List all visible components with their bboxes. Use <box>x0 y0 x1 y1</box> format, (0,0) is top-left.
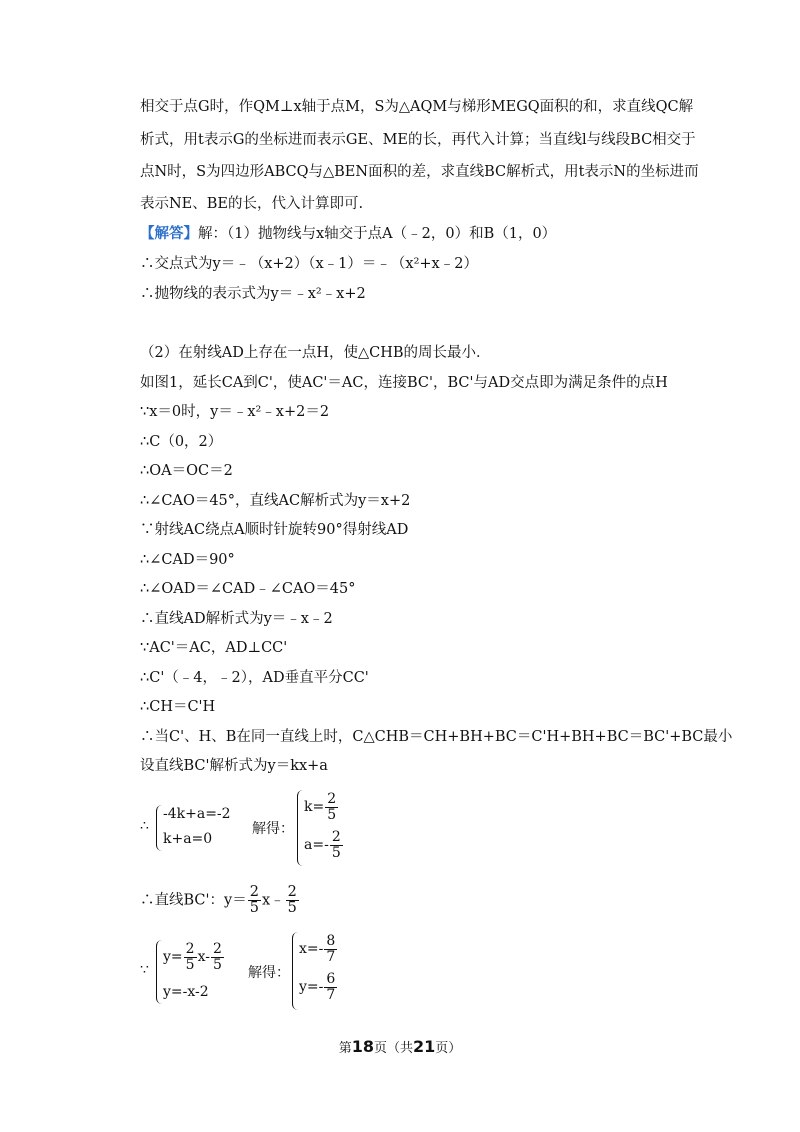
system2-eq2: y=-x-2 <box>163 984 209 1000</box>
answer-tag: 【解答】 <box>140 225 198 242</box>
system1-sol1: k= $\frac{2}{5}$ <box>304 791 337 823</box>
step-line: 如图1，延长CA到C'，使AC'＝AC，连接BC'，BC'与AD交点即为满足条件的点H <box>140 375 668 391</box>
step-line: ∴∠OAD＝∠CAD﹣∠CAO＝45° <box>140 581 356 597</box>
answer-intro: 解：（1）抛物线与x轴交于点A（﹣2，0）和B（1，0） <box>198 226 557 242</box>
step-line: ∵x＝0时，y＝﹣x²﹣x+2＝2 <box>140 404 330 420</box>
current-page-number: 18 <box>351 1037 374 1056</box>
fraction: $\frac{2}{5}$ <box>327 791 337 823</box>
step-line: ∴当C'、H、B在同一直线上时，C△CHB＝CH+BH+BC＝C'H+BH+BC＝BC'+BC最小 <box>140 729 733 745</box>
system1-prefix: ∴ <box>140 818 149 834</box>
fraction: $\frac{2}{5}$ <box>249 884 259 917</box>
system2-prefix: ∵ <box>140 962 149 978</box>
analysis-line-1: 相交于点G时，作QM⊥x轴于点M，S为△AQM与梯形MEGQ面积的和，求直线QC解 <box>140 99 694 115</box>
step-line: （2）在射线AD上存在一点H，使△CHB的周长最小． <box>140 345 491 361</box>
system1-brace <box>156 805 163 851</box>
system2-solve-label: 解得： <box>248 965 290 981</box>
system1-sol2: a=- $\frac{2}{5}$ <box>304 829 341 861</box>
system2-sol2: y=- $\frac{6}{7}$ <box>299 971 336 1003</box>
fraction: $\frac{2}{5}$ <box>185 941 195 973</box>
analysis-line-3: 点N时，S为四边形ABCQ与△BEN面积的差，求直线BC解析式，用t表示N的坐标进而 <box>140 164 699 180</box>
step-line: ∴OA＝OC＝2 <box>140 463 233 479</box>
step-line: ∴抛物线的表示式为y＝﹣x²﹣x+2 <box>140 286 366 302</box>
system1-solution-brace <box>297 790 304 866</box>
step-line: 设直线BC'解析式为y＝kx+a <box>140 758 328 774</box>
page-footer: 第18页（共21页） <box>338 1037 462 1056</box>
system2-eq1: y= $\frac{2}{5}$ x- $\frac{2}{5}$ <box>163 941 222 973</box>
step-line: ∵AC'＝AC，AD⊥CC' <box>140 640 288 656</box>
step-line: ∴交点式为y＝﹣（x+2）（x﹣1）＝﹣（x²+x﹣2） <box>140 256 478 272</box>
step-line: ∴C（0，2） <box>140 434 223 450</box>
system2-sol1: x=- $\frac{8}{7}$ <box>299 933 336 965</box>
step-line: ∵射线AC绕点A顺时针旋转90°得射线AD <box>140 522 409 538</box>
step-line: ∴∠CAD＝90° <box>140 552 235 568</box>
answer-line <box>140 224 556 244</box>
fraction: $\frac{6}{7}$ <box>326 971 336 1003</box>
fraction: $\frac{2}{5}$ <box>287 884 297 917</box>
system1-eq1: -4k+a=-2 <box>163 806 231 822</box>
system2-solution-brace <box>292 932 299 1010</box>
step-line: ∴C'（﹣4，﹣2），AD垂直平分CC' <box>140 670 369 686</box>
system1-solve-label: 解得： <box>252 821 294 837</box>
analysis-line-2: 析式，用t表示G的坐标进而表示GE、ME的长，再代入计算；当直线l与线段BC相交于 <box>140 132 696 148</box>
step-line: ∴直线AD解析式为y＝﹣x﹣2 <box>140 611 333 627</box>
step-line: ∴∠CAO＝45°，直线AC解析式为y＝x+2 <box>140 493 411 509</box>
analysis-line-4: 表示NE、BE的长，代入计算即可. <box>140 196 364 212</box>
total-pages-number: 21 <box>413 1037 436 1056</box>
fraction: $\frac{2}{5}$ <box>212 941 222 973</box>
system2-brace <box>156 940 163 1004</box>
system1-eq2: k+a=0 <box>163 831 213 847</box>
line-bc-equation: ∴直线BC'：y＝ $\frac{2}{5}$ x﹣ $\frac{2}{5}$ <box>140 884 297 917</box>
fraction: $\frac{8}{7}$ <box>326 933 336 965</box>
fraction: $\frac{2}{5}$ <box>331 829 341 861</box>
step-line: ∴CH＝C'H <box>140 699 216 715</box>
